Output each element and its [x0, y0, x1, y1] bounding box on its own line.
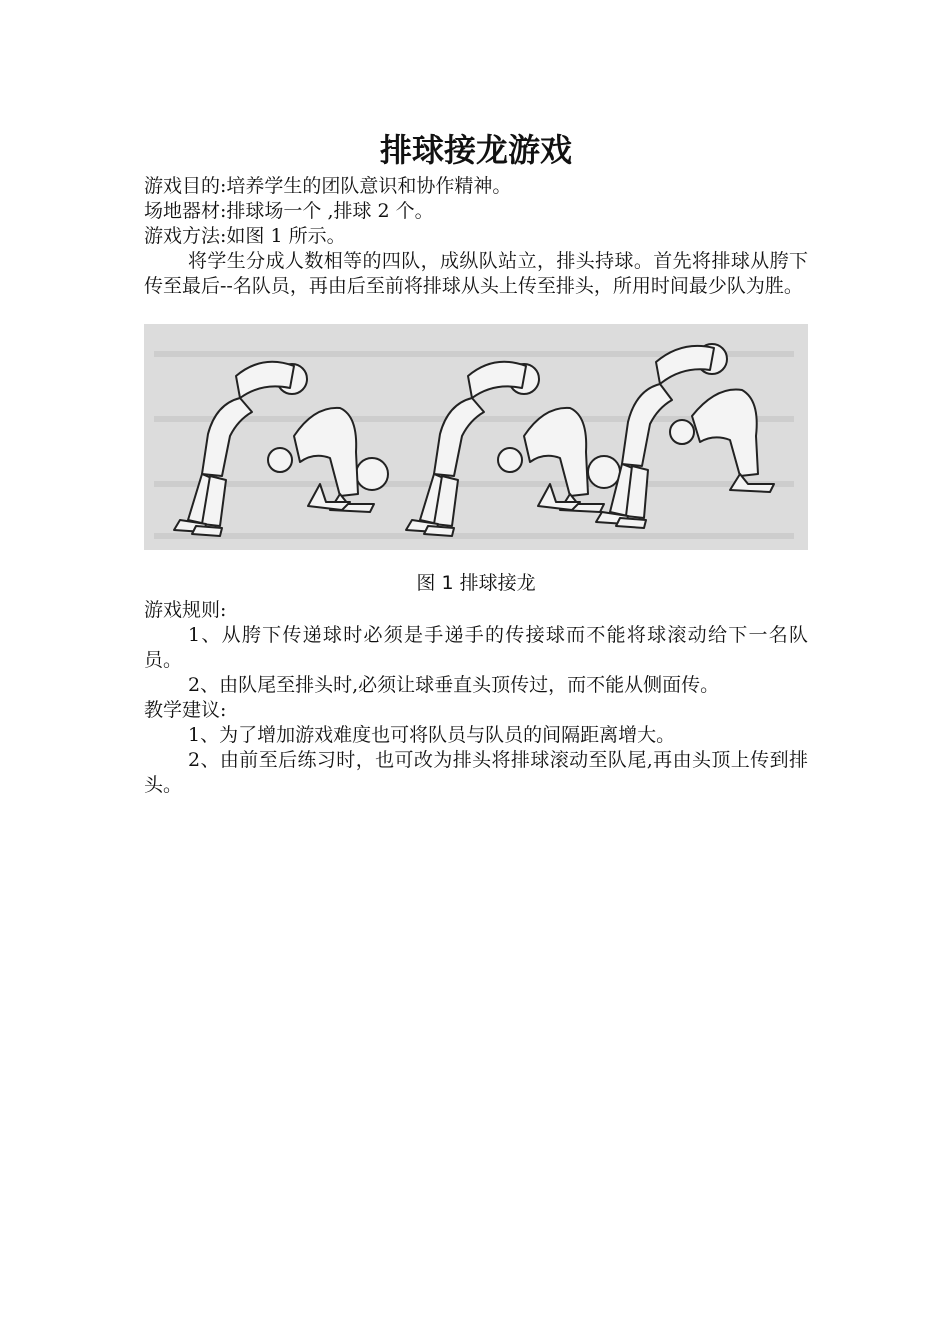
suggestion-item-2: 2、由前至后练习时，也可改为排头将排球滚动至队尾,再由头顶上传到排头。	[144, 749, 808, 796]
method-description: 将学生分成人数相等的四队，成纵队站立，排头持球。首先将排球从胯下传至最后--名队员，再由后至前将排球从头上传至排头，所用时间最少队为胜。	[144, 250, 808, 297]
figure-caption: 图 1 排球接龙	[416, 572, 536, 594]
suggestion-item-1: 1、为了增加游戏难度也可将队员与队员的间隔距离增大。	[188, 724, 676, 746]
figure-svg	[144, 324, 808, 550]
method-line: 游戏方法:如图 1 所示。	[144, 225, 346, 247]
equipment-line: 场地器材:排球场一个 ,排球 2 个。	[144, 200, 434, 222]
suggestions-heading: 教学建议:	[144, 699, 227, 721]
volleyball-players-illustration	[144, 324, 808, 550]
rules-heading: 游戏规则:	[144, 599, 227, 621]
rule-item-2: 2、由队尾至排头时,必须让球垂直头顶传过，而不能从侧面传。	[188, 674, 720, 696]
rule-item-1: 1、从胯下传递球时必须是手递手的传接球而不能将球滚动给下一名队员。	[144, 624, 808, 671]
purpose-line: 游戏目的:培养学生的团队意识和协作精神。	[144, 175, 512, 197]
page-title: 排球接龙游戏	[379, 131, 572, 169]
